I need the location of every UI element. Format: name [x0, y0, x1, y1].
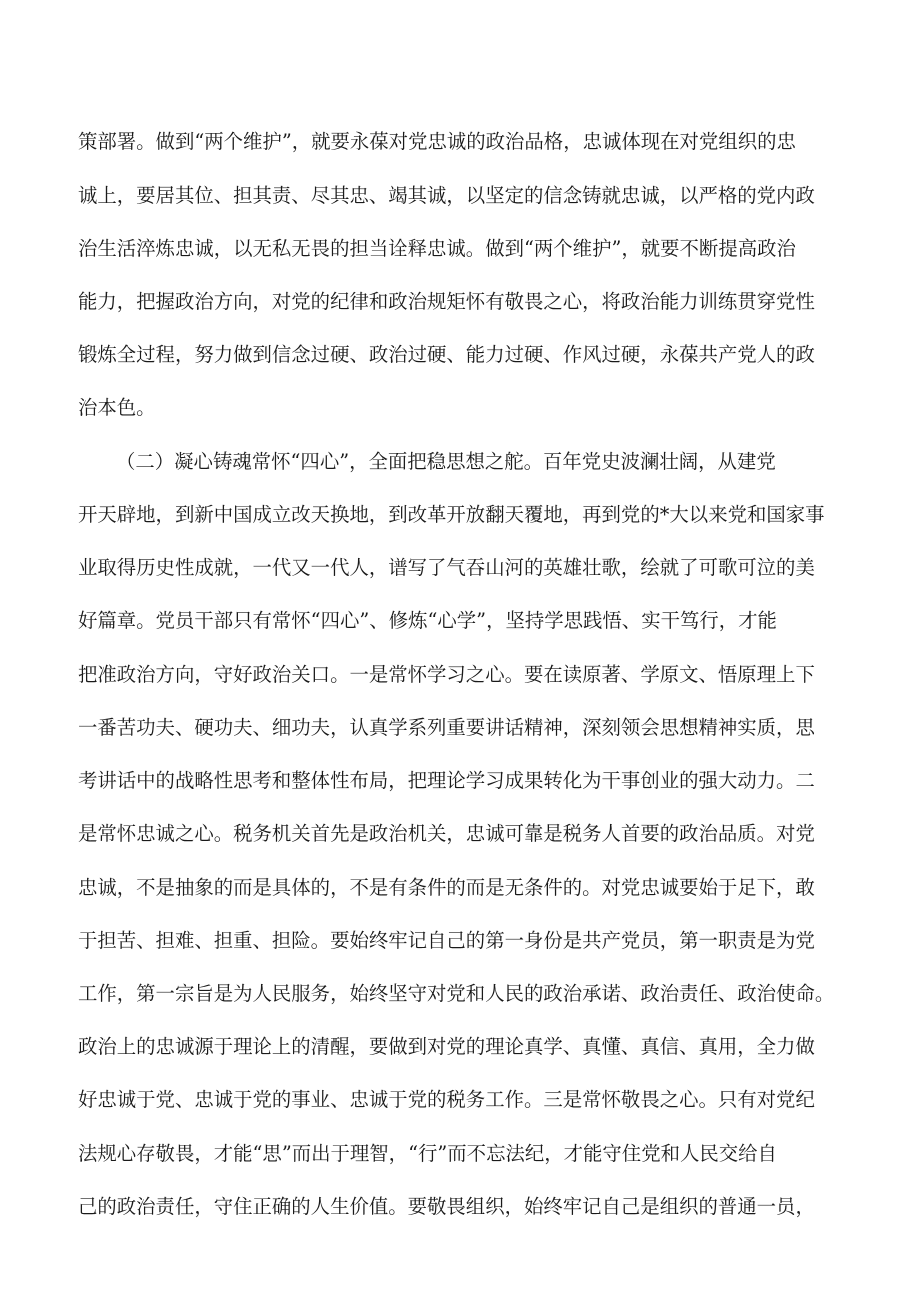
paragraph-line: 锻炼全过程，努力做到信念过硬、政治过硬、能力过硬、作风过硬，永葆共产党人的政 — [78, 343, 815, 366]
paragraph-line: 考讲话中的战略性思考和整体性布局，把理论学习成果转化为干事创业的强大动力。二 — [78, 769, 815, 792]
paragraph-line: 业取得历史性成就，一代又一代人，谱写了气吞山河的英雄壮歌，绘就了可歌可泣的美 — [78, 556, 815, 579]
paragraph-line: 能力，把握政治方向，对党的纪律和政治规矩怀有敬畏之心，将政治能力训练贯穿党性 — [78, 290, 815, 313]
paragraph-line: 工作，第一宗旨是为人民服务，始终坚守对党和人民的政治承诺、政治责任、政治使命。 — [78, 982, 835, 1005]
paragraph-line: 开天辟地，到新中国成立改天换地，到改革开放翻天覆地，再到党的*大以来党和国家事 — [78, 503, 825, 526]
paragraph-line: 好忠诚于党、忠诚于党的事业、忠诚于党的税务工作。三是常怀敬畏之心。只有对党纪 — [78, 1088, 815, 1111]
paragraph-line: 策部署。做到“两个维护”，就要永葆对党忠诚的政治品格，忠诚体现在对党组织的忠 — [78, 130, 796, 153]
paragraph-line: 法规心存敬畏，才能“思”而出于理智，“行”而不忘法纪，才能守住党和人民交给自 — [78, 1142, 777, 1165]
paragraph-line: 把准政治方向，守好政治关口。一是常怀学习之心。要在读原著、学原文、悟原理上下 — [78, 663, 815, 686]
paragraph-line: 好篇章。党员干部只有常怀“四心”、修炼“心学”，坚持学思践悟、实干笃行，才能 — [78, 609, 777, 632]
paragraph-line: 一番苦功夫、硬功夫、细功夫，认真学系列重要讲话精神，深刻领会思想精神实质，思 — [78, 716, 815, 739]
paragraph-line: 于担苦、担难、担重、担险。要始终牢记自己的第一身份是共产党员，第一职责是为党 — [78, 929, 815, 952]
paragraph-line: 诚上，要居其位、担其责、尽其忠、竭其诚，以坚定的信念铸就忠诚，以严格的党内政 — [78, 184, 815, 207]
paragraph-line: 政治上的忠诚源于理论上的清醒，要做到对党的理论真学、真懂、真信、真用，全力做 — [78, 1035, 815, 1058]
paragraph-line: 治本色。 — [78, 396, 156, 419]
paragraph-line: 忠诚，不是抽象的而是具体的，不是有条件的而是无条件的。对党忠诚要始于足下，敢 — [78, 876, 815, 899]
section-heading-line: （二）凝心铸魂常怀“四心”，全面把稳思想之舵。百年党史波澜壮阔，从建党 — [116, 450, 776, 473]
paragraph-line: 治生活淬炼忠诚，以无私无畏的担当诠释忠诚。做到“两个维护”，就要不断提高政治 — [78, 237, 796, 260]
paragraph-line: 是常怀忠诚之心。税务机关首先是政治机关，忠诚可靠是税务人首要的政治品质。对党 — [78, 822, 815, 845]
paragraph-line: 己的政治责任，守住正确的人生价值。要敬畏组织，始终牢记自己是组织的普通一员， — [78, 1195, 815, 1218]
